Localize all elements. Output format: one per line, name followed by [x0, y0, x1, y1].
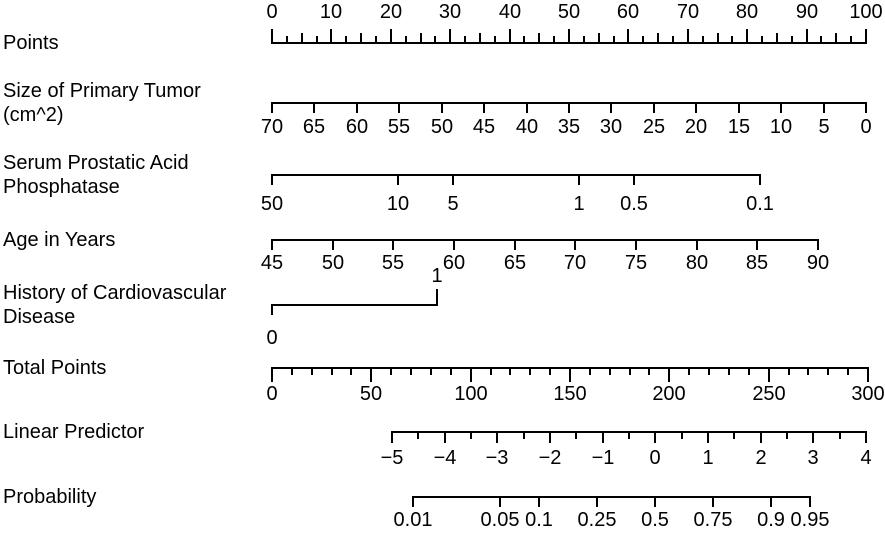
tick-mark: [731, 36, 733, 44]
tick-mark: [569, 367, 571, 382]
tick-mark: [479, 33, 481, 44]
tick-mark: [812, 431, 814, 443]
tick-mark: [770, 496, 772, 507]
tick-label: 5: [818, 116, 830, 138]
tick-label: 250: [752, 383, 786, 405]
tick-label: 5: [447, 193, 459, 215]
tick-mark: [865, 102, 867, 113]
tick-mark: [490, 367, 492, 375]
axis-title-line: Linear Predictor: [3, 421, 145, 443]
tick-mark: [602, 431, 604, 443]
axis-points-title: [3, 31, 59, 55]
axis-title-line: Total Points: [3, 357, 107, 379]
tick-label: 0.95: [790, 509, 830, 531]
tick-label: 75: [624, 252, 648, 274]
tick-label: 1: [431, 265, 443, 287]
tick-mark: [847, 367, 849, 375]
tick-mark: [817, 239, 819, 250]
tick-mark: [529, 367, 531, 375]
axis-title-line: History of Cardiovascular: [3, 282, 227, 304]
tick-mark: [610, 102, 612, 113]
tick-label: 0: [649, 447, 661, 469]
tick-mark: [738, 102, 740, 113]
tick-mark: [470, 431, 472, 439]
tick-mark: [820, 36, 822, 44]
tick-mark: [823, 102, 825, 113]
tick-mark: [271, 29, 273, 44]
tick-mark: [568, 102, 570, 113]
tick-mark: [523, 36, 525, 44]
tick-label: 30: [599, 116, 623, 138]
tick-mark: [412, 496, 414, 507]
tick-mark: [807, 367, 809, 375]
tick-mark: [405, 36, 407, 44]
tick-label: 50: [359, 383, 383, 405]
tick-label: 0: [266, 383, 278, 405]
tick-mark: [627, 29, 629, 44]
tick-label: −4: [433, 447, 457, 469]
tick-label: 10: [386, 193, 410, 215]
tick-mark: [687, 29, 689, 44]
tick-mark: [806, 29, 808, 44]
tick-label: 25: [642, 116, 666, 138]
tick-label: 45: [472, 116, 496, 138]
tick-mark: [642, 36, 644, 44]
tick-label: 0.25: [577, 509, 617, 531]
tick-mark: [672, 36, 674, 44]
tick-label: 2: [755, 447, 767, 469]
tick-mark: [654, 496, 656, 507]
tick-mark: [759, 174, 761, 185]
tick-label: 0.9: [757, 509, 785, 531]
tick-label: 90: [806, 252, 830, 274]
tick-mark: [496, 431, 498, 443]
tick-label: 100: [849, 1, 883, 23]
tick-mark: [635, 239, 637, 250]
tick-label: 0.75: [693, 509, 733, 531]
tick-mark: [441, 102, 443, 113]
axis-title-line: Disease: [3, 306, 76, 328]
tick-mark: [526, 102, 528, 113]
tick-mark: [733, 431, 735, 439]
tick-label: 90: [795, 1, 819, 23]
tick-mark: [695, 102, 697, 113]
tick-mark: [350, 367, 352, 375]
tick-label: 15: [727, 116, 751, 138]
tick-mark: [702, 36, 704, 44]
tick-mark: [657, 33, 659, 44]
tick-mark: [598, 33, 600, 44]
tick-mark: [464, 36, 466, 44]
tick-mark: [494, 36, 496, 44]
tick-mark: [417, 431, 419, 439]
tick-mark: [708, 367, 710, 375]
axis-line: [271, 304, 438, 306]
tick-label: 0.1: [525, 509, 553, 531]
tick-mark: [865, 29, 867, 44]
axis-probability-title: [3, 485, 96, 509]
tick-label: 0.1: [746, 193, 774, 215]
tick-mark: [788, 367, 790, 375]
tick-label: 55: [381, 252, 405, 274]
tick-mark: [375, 36, 377, 44]
tick-mark: [768, 367, 770, 382]
tick-mark: [271, 304, 273, 315]
tick-label: 45: [260, 252, 284, 274]
axis-title-line: Age in Years: [3, 229, 116, 251]
tick-mark: [583, 36, 585, 44]
tick-mark: [574, 239, 576, 250]
tick-label: 300: [851, 383, 885, 405]
tick-mark: [809, 496, 811, 507]
tick-mark: [756, 239, 758, 250]
tick-mark: [271, 367, 273, 382]
tick-mark: [499, 496, 501, 507]
tick-mark: [398, 102, 400, 113]
tick-mark: [776, 33, 778, 44]
axis-age-title: [3, 228, 115, 252]
tick-label: 70: [260, 116, 284, 138]
tick-mark: [538, 496, 540, 507]
tick-mark: [271, 239, 273, 250]
tick-label: 65: [302, 116, 326, 138]
tick-label: 150: [553, 383, 587, 405]
tick-mark: [589, 367, 591, 375]
axis-total-points-title: [3, 356, 106, 380]
tick-mark: [629, 367, 631, 375]
tick-label: 10: [319, 1, 343, 23]
tick-mark: [332, 239, 334, 250]
tick-mark: [867, 367, 869, 382]
tick-mark: [331, 367, 333, 375]
tick-mark: [827, 367, 829, 375]
tick-label: −2: [538, 447, 562, 469]
tick-label: 35: [557, 116, 581, 138]
tick-label: 40: [498, 1, 522, 23]
tick-mark: [523, 431, 525, 439]
tick-label: 65: [503, 252, 527, 274]
tick-label: 50: [430, 116, 454, 138]
tick-mark: [549, 367, 551, 375]
tick-label: 4: [860, 447, 872, 469]
tick-label: 80: [685, 252, 709, 274]
tick-label: 10: [769, 116, 793, 138]
tick-mark: [420, 33, 422, 44]
tick-mark: [370, 367, 372, 382]
tick-mark: [707, 431, 709, 443]
tick-label: 30: [438, 1, 462, 23]
tick-label: 20: [684, 116, 708, 138]
tick-mark: [434, 36, 436, 44]
tick-mark: [356, 102, 358, 113]
tick-label: 70: [676, 1, 700, 23]
tick-label: 50: [321, 252, 345, 274]
axis-title-line: Size of Primary Tumor: [3, 80, 201, 102]
tick-mark: [483, 102, 485, 113]
tick-mark: [696, 239, 698, 250]
tick-mark: [345, 36, 347, 44]
tick-label: 0.01: [393, 509, 433, 531]
tick-label: 50: [260, 193, 284, 215]
tick-mark: [717, 33, 719, 44]
tick-label: 85: [745, 252, 769, 274]
axis-title-line: Probability: [3, 486, 97, 508]
tick-mark: [746, 29, 748, 44]
tick-mark: [330, 29, 332, 44]
tick-label: 40: [515, 116, 539, 138]
tick-mark: [453, 239, 455, 250]
tick-mark: [449, 29, 451, 44]
tick-mark: [786, 431, 788, 439]
tick-mark: [514, 239, 516, 250]
tick-mark: [390, 29, 392, 44]
tick-label: 80: [735, 1, 759, 23]
tick-mark: [568, 29, 570, 44]
tick-mark: [390, 367, 392, 375]
axis-line: [412, 496, 811, 498]
tick-mark: [392, 239, 394, 250]
tick-mark: [791, 36, 793, 44]
tick-mark: [271, 102, 273, 113]
tick-mark: [553, 36, 555, 44]
tick-label: 60: [345, 116, 369, 138]
tick-mark: [410, 367, 412, 375]
tick-mark: [761, 36, 763, 44]
tick-label: 200: [652, 383, 686, 405]
tick-mark: [313, 102, 315, 113]
tick-label: 0: [266, 1, 278, 23]
tick-mark: [633, 174, 635, 185]
tick-mark: [668, 367, 670, 382]
tick-label: 60: [616, 1, 640, 23]
tick-mark: [301, 33, 303, 44]
axis-line: [271, 239, 819, 241]
tick-mark: [648, 367, 650, 375]
tick-mark: [311, 367, 313, 375]
axis-title-line: Points: [3, 32, 59, 54]
tick-label: 60: [442, 252, 466, 274]
tick-mark: [509, 367, 511, 375]
tick-mark: [271, 174, 273, 185]
axis-line: [271, 174, 761, 176]
tick-label: −1: [591, 447, 615, 469]
tick-label: −5: [380, 447, 404, 469]
tick-label: −3: [485, 447, 509, 469]
tick-mark: [316, 36, 318, 44]
axis-linear-predictor-title: [3, 420, 144, 444]
tick-label: 0.5: [620, 193, 648, 215]
tick-mark: [575, 431, 577, 439]
tick-mark: [728, 367, 730, 375]
tick-mark: [509, 29, 511, 44]
tick-label: 0: [266, 327, 278, 349]
tick-mark: [850, 36, 852, 44]
tick-mark: [613, 36, 615, 44]
tick-mark: [470, 367, 472, 382]
tick-label: 50: [557, 1, 581, 23]
axis-title-line: Phosphatase: [3, 176, 120, 198]
tick-mark: [391, 431, 393, 443]
tick-mark: [609, 367, 611, 375]
tick-mark: [681, 431, 683, 439]
tick-mark: [835, 33, 837, 44]
tick-mark: [450, 367, 452, 375]
tick-label: 0: [860, 116, 872, 138]
tick-mark: [839, 431, 841, 439]
tick-mark: [444, 431, 446, 443]
axis-cardio-history-title: [3, 281, 226, 329]
tick-mark: [286, 36, 288, 44]
tick-mark: [712, 496, 714, 507]
tick-mark: [578, 174, 580, 185]
tick-mark: [291, 367, 293, 375]
axis-serum-pap-title: [3, 151, 189, 199]
tick-mark: [865, 431, 867, 443]
tick-label: 20: [379, 1, 403, 23]
tick-mark: [430, 367, 432, 375]
tick-mark: [760, 431, 762, 443]
tick-mark: [397, 174, 399, 185]
tick-label: 0.05: [480, 509, 520, 531]
tick-label: 55: [387, 116, 411, 138]
tick-label: 70: [563, 252, 587, 274]
tick-label: 0.5: [641, 509, 669, 531]
tick-mark: [360, 33, 362, 44]
tick-mark: [538, 33, 540, 44]
axis-title-line: (cm^2): [3, 104, 64, 126]
tick-mark: [628, 431, 630, 439]
axis-tumor-size-title: [3, 79, 201, 127]
tick-mark: [436, 289, 438, 306]
tick-mark: [549, 431, 551, 443]
tick-mark: [452, 174, 454, 185]
tick-label: 1: [573, 193, 585, 215]
tick-label: 1: [702, 447, 714, 469]
tick-mark: [596, 496, 598, 507]
tick-mark: [688, 367, 690, 375]
tick-mark: [780, 102, 782, 113]
tick-label: 3: [807, 447, 819, 469]
tick-label: 100: [454, 383, 488, 405]
tick-mark: [653, 102, 655, 113]
axis-title-line: Serum Prostatic Acid: [3, 152, 189, 174]
tick-mark: [654, 431, 656, 443]
tick-mark: [748, 367, 750, 375]
